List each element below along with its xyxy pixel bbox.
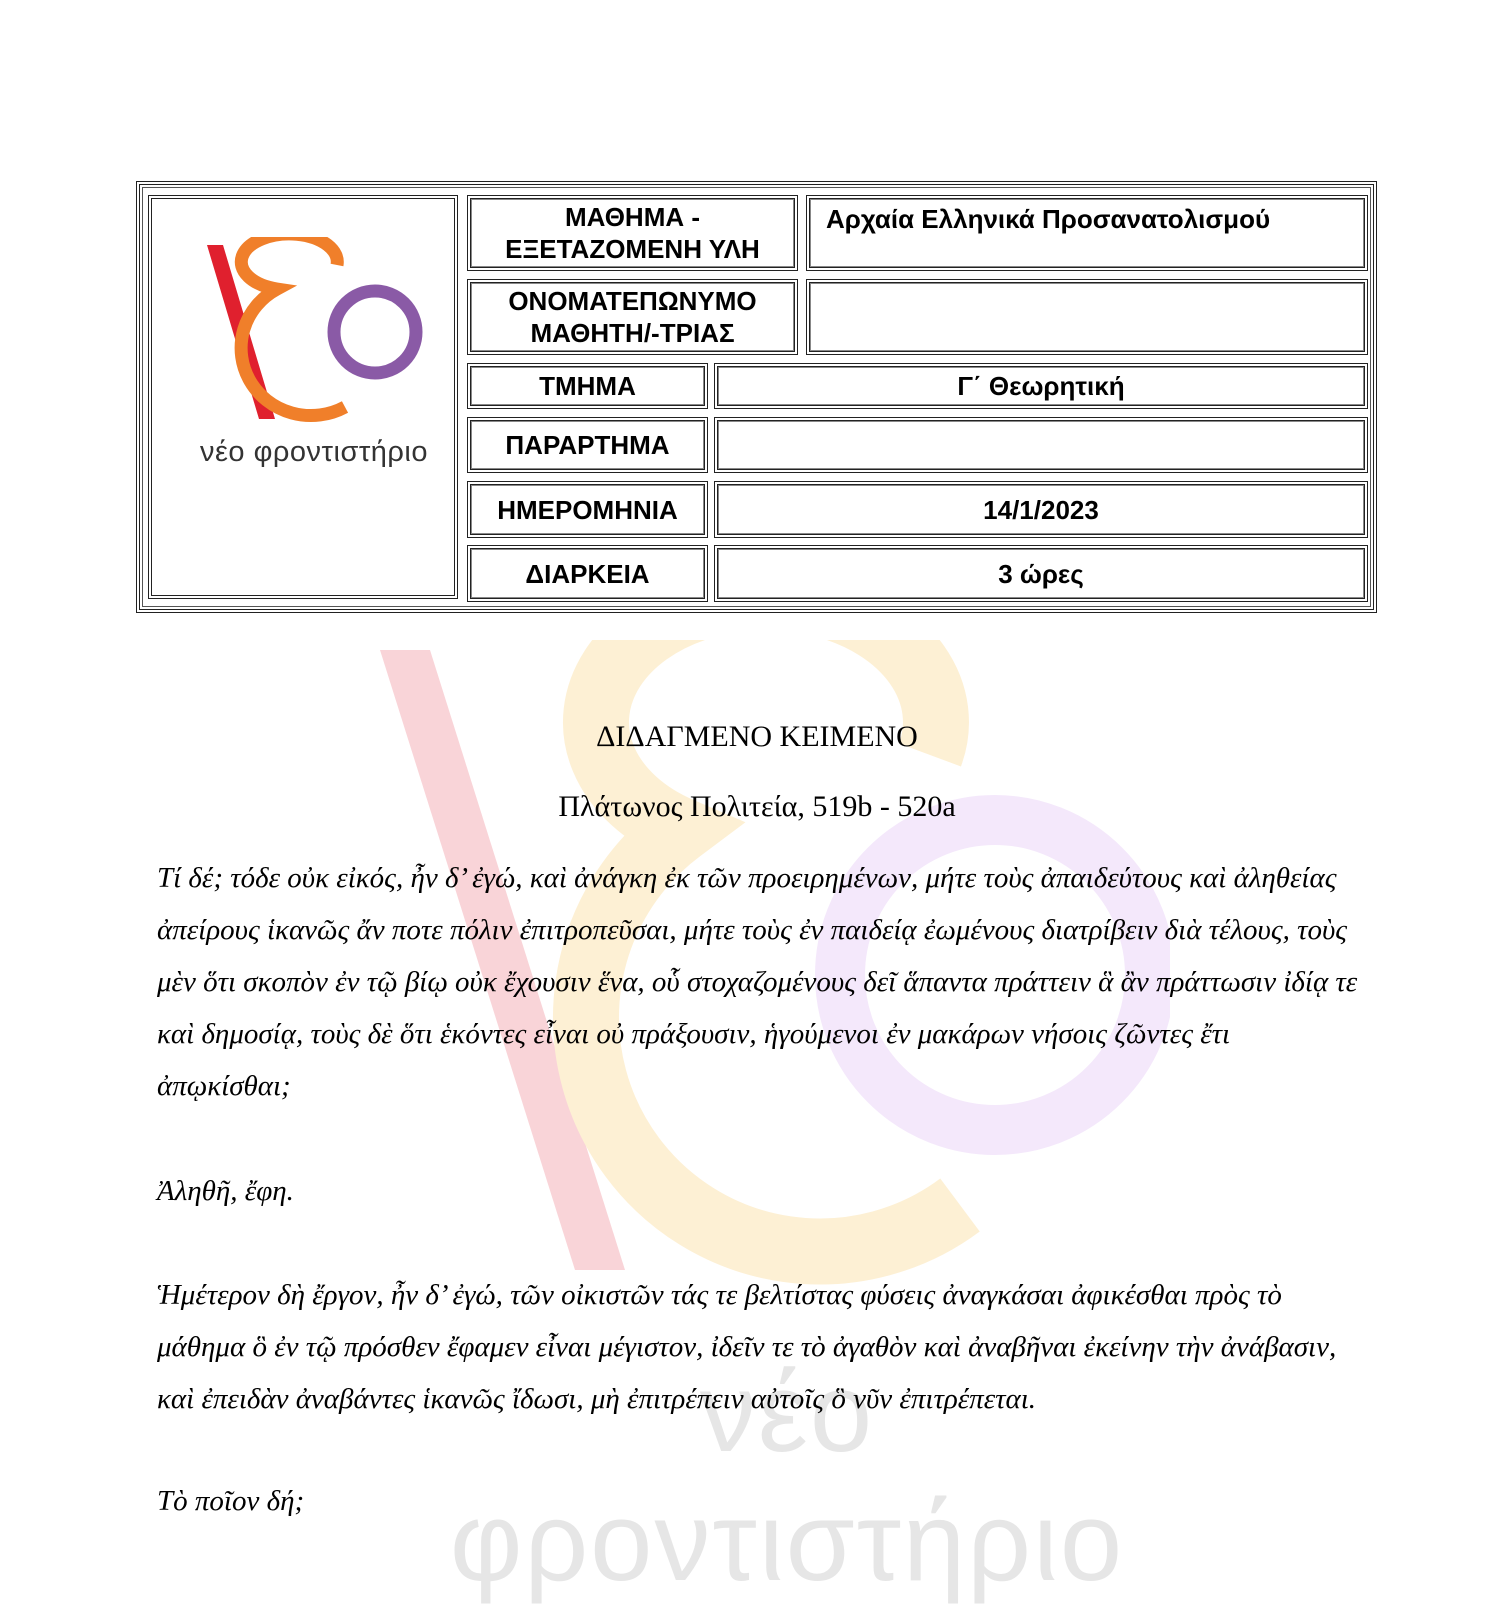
neo-frontistirio-logo-icon bbox=[195, 237, 435, 427]
duration-value: 3 ώρες bbox=[714, 545, 1368, 602]
document-source: Πλάτωνος Πολιτεία, 519b - 520a bbox=[558, 790, 956, 823]
subject-label: ΜΑΘΗΜΑ - ΕΞΕΤΑΖΟΜΕΝΗ ΥΛΗ bbox=[467, 195, 798, 271]
paragraph-4: Τὸ ποῖον δή; bbox=[157, 1485, 305, 1517]
paragraph-2: Ἀληθῆ, ἔφη. bbox=[157, 1175, 294, 1207]
subject-value: Αρχαία Ελληνικά Προσανατολισμού bbox=[806, 195, 1368, 271]
student-name-field[interactable] bbox=[806, 279, 1368, 355]
document-heading: ΔΙΔΑΓΜΕΝΟ ΚΕΙΜΕΝΟ bbox=[596, 720, 918, 753]
paragraph-1: Τί δέ; τόδε οὐκ εἰκός, ἦν δ’ ἐγώ, καὶ ἀνάγκη ἐκ τῶν προειρημένων, μήτε τοὺς ἀπαιδεύτους καὶ ἀληθείας ἀπείρους ἱκανῶς ἄν ποτε πόλιν ἐπιτροπεῦσαι, μήτε τοὺς ἐν παιδείᾳ ἐωμένους διατρίβειν διὰ τέλους, τοὺς μὲν ὅτι σκοπὸν ἐν τῷ βίῳ οὐκ ἔχουσιν ἕνα, οὗ στοχαζομένους δεῖ ἅπαντα πράττειν ἃ ἂν πράττωσιν ἰδίᾳ τε καὶ δημοσίᾳ, τοὺς δὲ ὅτι ἑκόντες εἶναι οὐ πράξουσιν, ἡγούμενοι ἐν μακάρων νήσοις ζῶντες ἔτι ἀπῳκίσθαι; bbox=[157, 862, 1358, 1102]
watermark-caption: νέο φροντιστήριο bbox=[449, 1350, 1125, 1604]
class-value: Γ΄ Θεωρητική bbox=[714, 363, 1368, 409]
branch-label: ΠΑΡΑΡΤΗΜΑ bbox=[467, 417, 708, 473]
paragraph-3: Ἡμέτερον δὴ ἔργον, ἦν δ’ ἐγώ, τῶν οἰκιστῶν τάς τε βελτίστας φύσεις ἀναγκάσαι ἀφικέσθαι πρὸς τὸ μάθημα ὃ ἐν τῷ πρόσθεν ἔφαμεν εἶναι μέγιστον, ἰδεῖν τε τὸ ἀγαθὸν καὶ ἀναβῆναι ἐκείνην τὴν ἀνάβασιν, καὶ ἐπειδὰν ἀναβάντες ἱκανῶς ἴδωσι, μὴ ἐπιτρέπειν αὐτοῖς ὃ νῦν ἐπιτρέπεται. bbox=[157, 1279, 1337, 1415]
class-label: ΤΜΗΜΑ bbox=[467, 363, 708, 409]
date-value: 14/1/2023 bbox=[714, 481, 1368, 538]
date-label: ΗΜΕΡΟΜΗΝΙΑ bbox=[467, 481, 708, 538]
student-name-label: ΟΝΟΜΑΤΕΠΩΝΥΜΟ ΜΑΘΗΤΗ/-ΤΡΙΑΣ bbox=[467, 279, 798, 355]
duration-label: ΔΙΑΡΚΕΙΑ bbox=[467, 545, 708, 602]
branch-field[interactable] bbox=[714, 417, 1368, 473]
logo-caption: νέο φροντιστήριο bbox=[200, 436, 428, 468]
